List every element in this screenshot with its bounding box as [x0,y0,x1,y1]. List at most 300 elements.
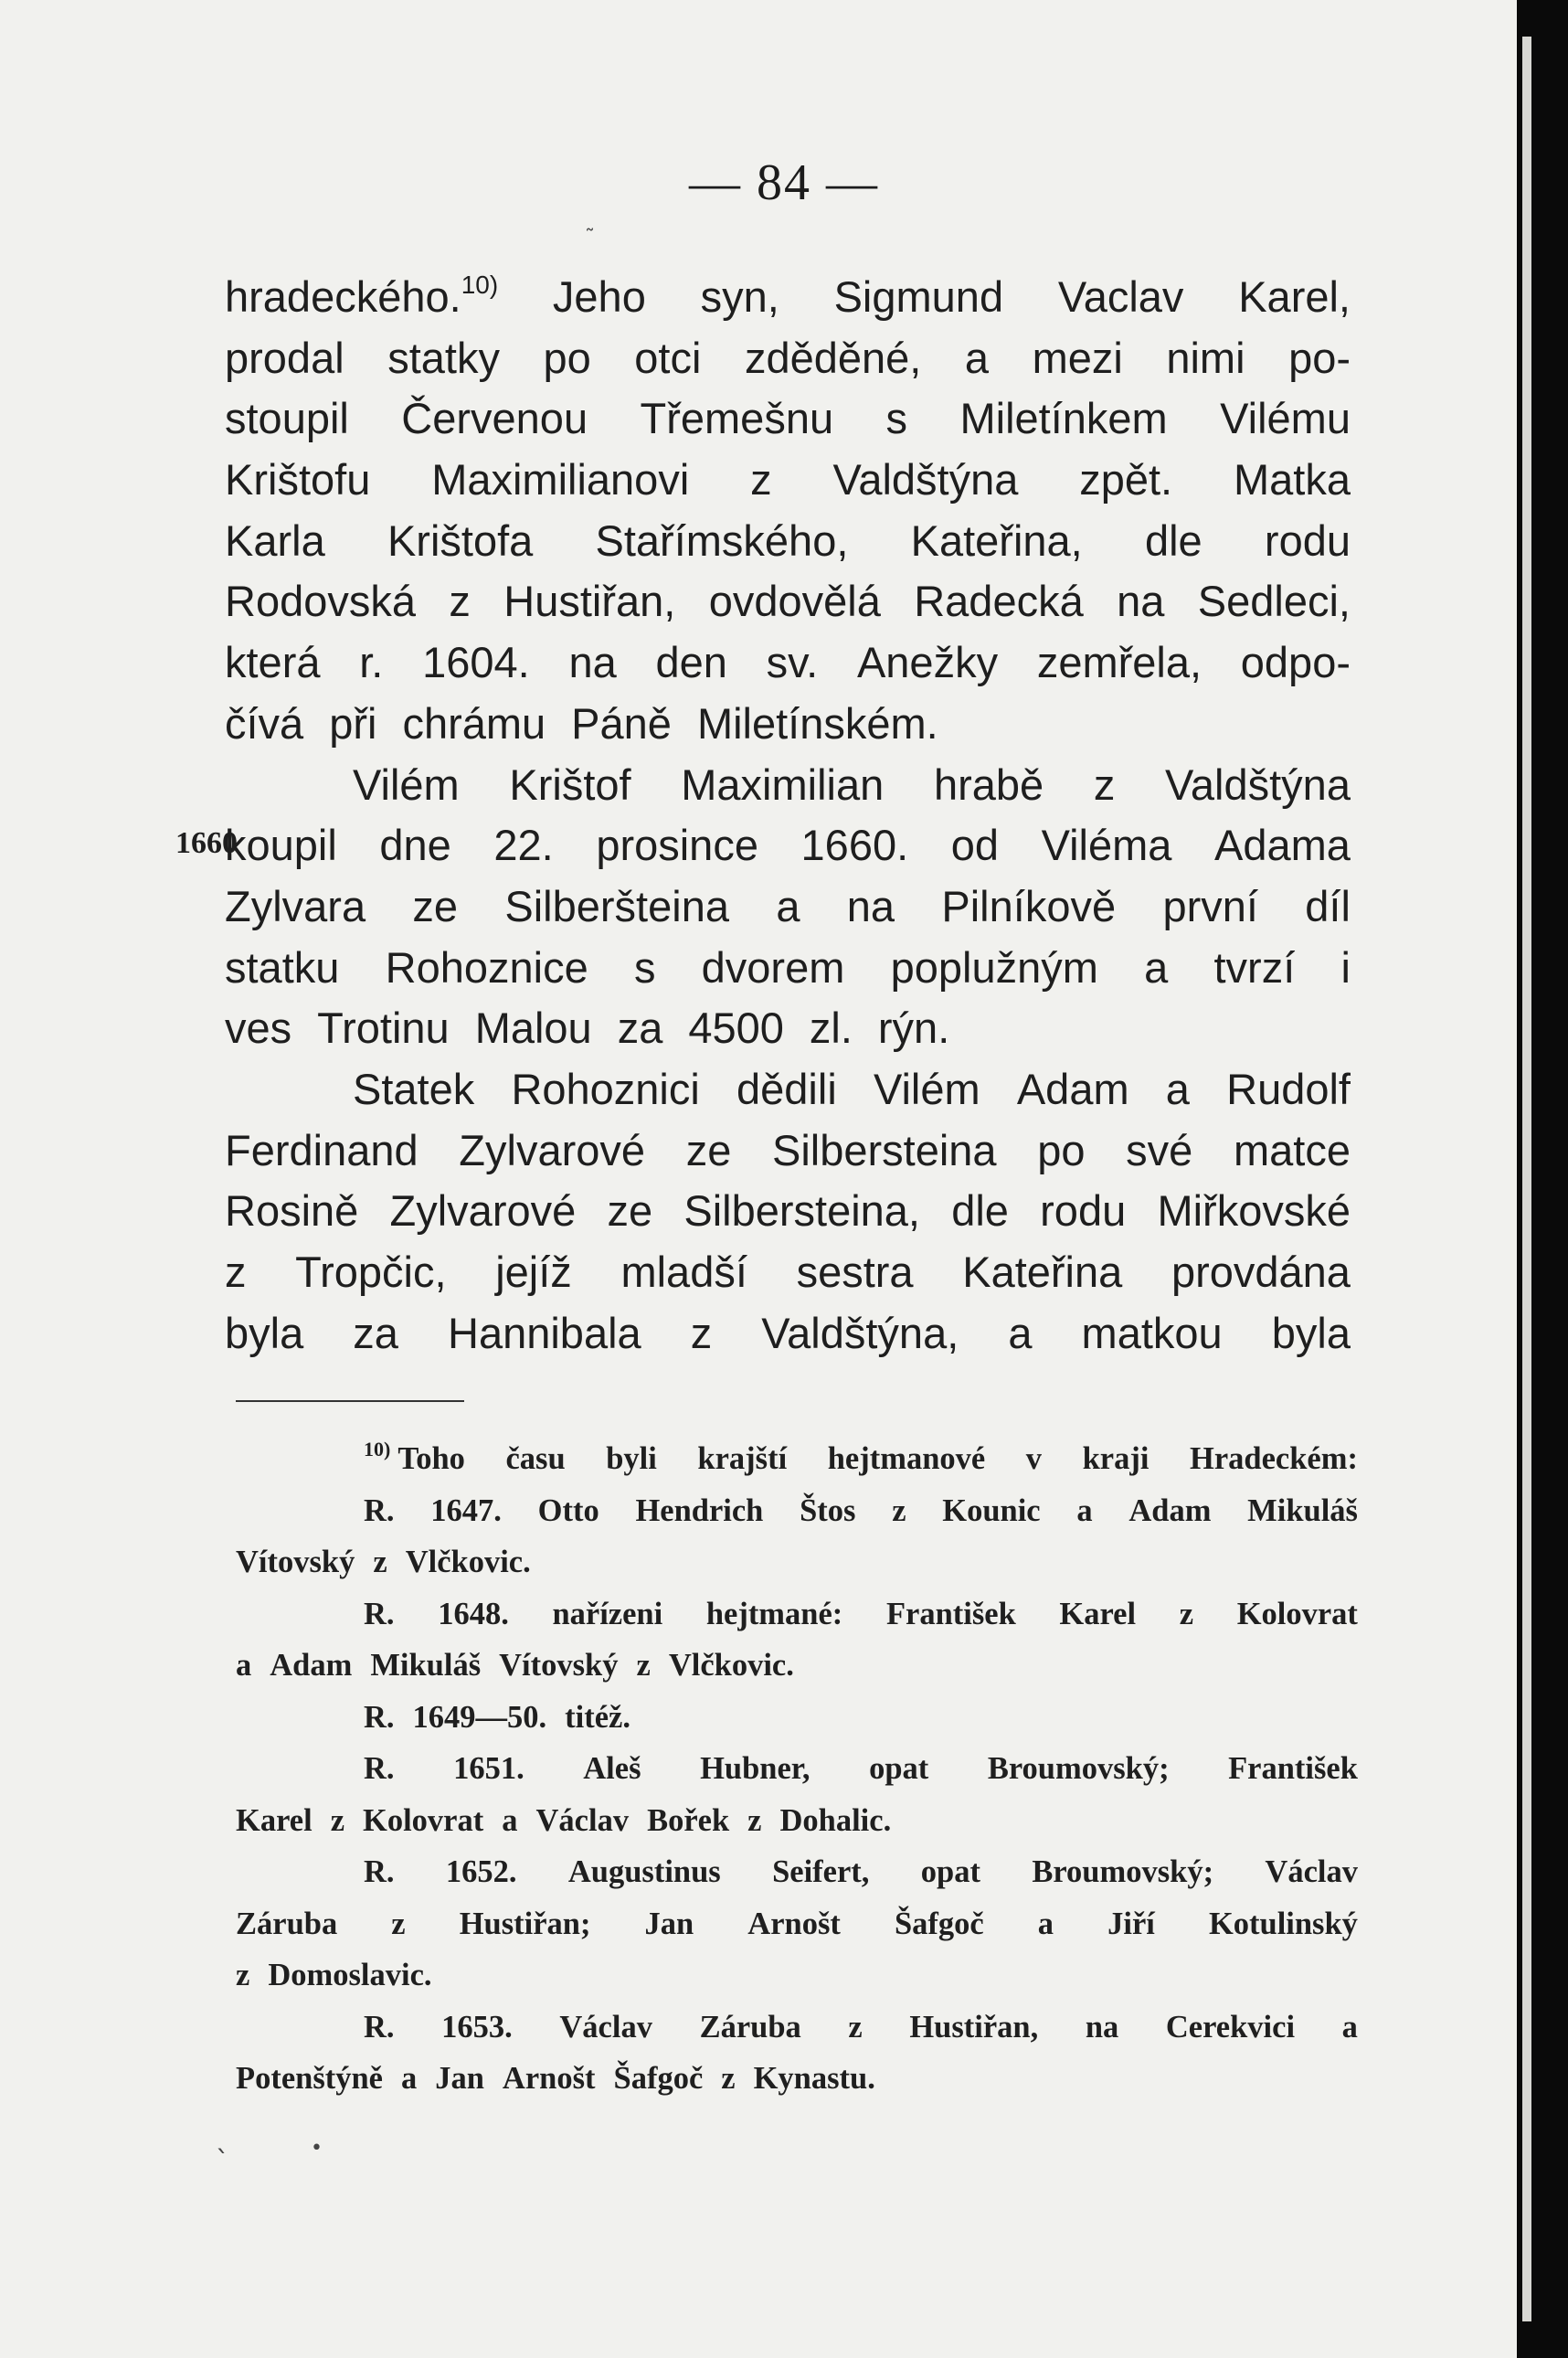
word [402,694,558,755]
word [1094,755,1116,816]
word-text: Domoslavic. [268,1958,432,1992]
text-line [225,1181,1351,1242]
word-text: Adama [1214,821,1351,870]
word-text: a [1165,1064,1190,1113]
word [370,1640,490,1692]
word [364,1846,395,1898]
word [1171,1242,1351,1303]
text-line [225,571,1351,632]
word-text: krajští [697,1441,788,1476]
word-text: z [690,1308,713,1357]
word-text: své [1126,1125,1193,1174]
text-line [236,1640,1358,1692]
word-text: na [568,638,617,687]
word [1144,938,1168,999]
word [236,1949,259,2002]
word-text: hrabě [933,759,1044,809]
word [683,1181,920,1242]
word [552,1588,662,1641]
word-text: nimi [1166,333,1245,382]
word [449,571,471,632]
word [634,328,701,389]
word [620,1242,747,1303]
word [776,876,800,938]
word-text: 22. [493,821,554,870]
text-line [236,2053,1358,2105]
word-text: statku [225,942,340,992]
word [965,328,989,389]
word-text: s [633,942,656,992]
word [225,267,498,328]
word-text: otci [634,333,702,382]
word [225,815,337,876]
word [1180,1588,1193,1641]
text-line [225,815,1351,876]
word [1008,1303,1032,1365]
word-text: mladší [620,1248,747,1296]
word-text: Rodovská [225,577,416,626]
word [505,1433,565,1485]
word-text: z [1179,1596,1194,1631]
word [329,694,389,755]
word-text: z [449,577,471,626]
word-text: Kateřina, [910,515,1083,565]
word [509,755,630,816]
word-text: Aleš [583,1751,641,1786]
word-text: zl. [809,1004,853,1053]
word [1033,328,1123,389]
word-text: z [848,2009,863,2045]
word-text: 1651. [453,1751,524,1786]
word-text: Valdštýna [1165,759,1351,809]
word [934,755,1044,816]
word [499,1640,627,1692]
word [236,1536,364,1588]
word [691,1303,713,1365]
word-text: r. [359,638,384,687]
word-text: hejtmanové [827,1441,986,1476]
word [565,1692,640,1744]
word [1340,938,1350,999]
word-text: Hubner, [700,1751,810,1786]
word [1209,1898,1358,1950]
text-line [225,938,1351,999]
word [909,2002,1038,2054]
word [270,1640,361,1692]
word-text: Dohalic. [779,1802,892,1838]
word-text: Karla [225,515,325,565]
word-text: ves [225,1004,292,1053]
word-text: Malou [474,1004,592,1053]
word-text: Vilém [873,1064,980,1113]
word-text: R. [364,2009,395,2045]
word [536,1795,639,1847]
word-text: Karel [236,1802,313,1838]
word-text: zemřela, [1036,638,1202,687]
word [364,1588,395,1641]
word-text: Broumovský; [1032,1854,1214,1889]
word-text: Jan [644,1906,694,1941]
word-text: 1660. [800,821,909,870]
word [959,388,1167,450]
word-text: Šafgoč [894,1906,984,1941]
word [810,998,865,1059]
word [422,632,530,694]
word [1213,938,1295,999]
word [878,998,962,1059]
word [543,328,590,389]
word [317,998,462,1059]
word-text: času [505,1441,566,1476]
text-line [225,328,1351,389]
word-text: R. [364,1699,395,1735]
word-text: hradeckého. [225,272,461,321]
word [1058,267,1184,328]
word [401,2053,426,2105]
word-text: statky [387,333,500,382]
word [697,694,951,755]
word [225,328,344,389]
word-text: Vlčkovic. [405,1545,531,1579]
word-text: titéž. [565,1699,630,1735]
text-line [236,1692,1358,1744]
word-text: rodu [1040,1186,1127,1236]
word-text: dle [951,1186,1009,1236]
word [637,1640,660,1692]
word-text: 1653. [441,2009,513,2045]
word [1166,328,1245,389]
word [1166,1059,1190,1121]
word [800,1485,855,1537]
word-text: 1649—50. [412,1699,547,1735]
word-text: 1604. [422,638,530,687]
word [706,1588,842,1641]
word [647,1795,738,1847]
word-text: 1647. [430,1492,502,1528]
word-text: na [1085,2009,1119,2045]
word-text: Sigmund [833,272,1004,321]
word [460,1898,591,1950]
word-text: Potenštýně [236,2061,383,2096]
word-text: Adam [1128,1492,1212,1528]
word-text: Hendrich [635,1492,764,1528]
footnote-marker: 10) [364,1438,391,1460]
word [225,1303,303,1365]
word-text: za [617,1004,663,1053]
word [828,1433,985,1485]
word [568,632,616,694]
word-text: Vítovský [499,1648,619,1683]
text-line [225,694,1351,755]
word [1107,1898,1155,1950]
word [1126,1121,1192,1182]
print-speck: ˎ [216,2122,229,2154]
footnotes-body [236,1433,1358,2105]
word-text: 1648. [438,1596,509,1631]
word [754,2053,885,2105]
page-number: — 84 — [689,154,879,211]
margin-year-note: 1660 [175,826,238,860]
word-text: nařízeni [552,1596,663,1631]
word-text: Arnošt [502,2061,596,2096]
word [1190,1433,1358,1485]
text-line [225,876,1351,938]
footnote-reference: 10) [461,271,499,299]
word [747,1898,841,1950]
word-text: odpo- [1240,638,1351,687]
word [353,1059,474,1121]
text-line [236,1795,1358,1847]
word [801,815,909,876]
word-text: Sedleci, [1197,577,1351,626]
word [1026,1433,1042,1485]
word [364,2002,395,2054]
word-text: Miletínském. [696,698,938,748]
word-text: 4500 [688,1004,784,1053]
word-text: kraji [1082,1441,1150,1476]
word [1145,511,1202,572]
word-text: z [636,1648,651,1683]
word-text: byli [606,1441,657,1476]
word-text: Vaclav [1057,272,1184,321]
word-text: a [964,333,990,382]
word-text: a [1144,942,1169,992]
word-text: z [721,2061,736,2096]
text-line [225,388,1351,450]
word [834,267,1004,328]
word [1247,1485,1358,1537]
word-text: za [353,1308,398,1357]
word [886,388,908,450]
text-line [236,1536,1358,1588]
word [869,1743,928,1795]
text-line [236,1743,1358,1795]
word [669,1640,803,1692]
word-text: rýn. [877,1004,950,1053]
word-text: Stařímského, [595,515,849,565]
word [390,1181,577,1242]
word [225,876,366,938]
word [225,1242,247,1303]
word [614,2053,713,2105]
word [962,1242,1122,1303]
word-text: R. [364,1751,395,1786]
word-text: Radecká [914,577,1084,626]
word [364,1485,395,1537]
word-text: Šafgoč [613,2061,704,2096]
word-text: byla [225,1308,304,1357]
word [268,1949,440,2002]
word [655,632,726,694]
word-text: opat [920,1854,980,1889]
word-text: od [950,821,1000,870]
word-text: prosince [596,821,758,870]
word-text: Toho [397,1441,465,1476]
word [697,1433,787,1485]
word-text: Cerekvici [1165,2009,1296,2045]
word-text: dědili [736,1064,837,1113]
word [353,755,460,816]
text-line [225,1303,1351,1365]
print-speck: ˜ [585,227,595,250]
word [607,1181,652,1242]
word-text: Krištofa [387,515,534,565]
word [635,1485,763,1537]
word-text: provdána [1171,1248,1351,1296]
word [475,998,605,1059]
word [941,876,1116,938]
word-text: dvorem [701,942,845,992]
word-text: prodal [225,333,344,382]
word-text: 1652. [445,1854,517,1889]
word [702,938,845,999]
word [1157,1181,1351,1242]
word [225,694,316,755]
word [1228,1743,1358,1795]
word-text: Zylvarové [389,1186,577,1236]
word-text: tvrzí [1213,942,1296,992]
word-text: Statek [353,1064,475,1113]
word [606,1433,657,1485]
word [700,1743,810,1795]
word [1038,1898,1054,1950]
word-text: i [1340,942,1351,992]
word [847,876,895,938]
word [797,1242,914,1303]
word [364,1743,395,1795]
word-text: Miletínkem [959,394,1168,443]
word [1117,571,1164,632]
word [779,1795,900,1847]
text-line [236,1846,1358,1898]
word-text: ze [607,1186,653,1236]
word [700,2002,801,2054]
word [387,328,500,389]
word [1162,876,1258,938]
word-text: opat [869,1751,929,1786]
word [503,571,675,632]
word-text: Třemešnu [640,394,834,443]
word [236,1898,337,1950]
word [538,1485,599,1537]
word-text: z [225,1248,247,1296]
word-text: dle [1144,515,1202,565]
word [236,1640,260,1692]
word [413,1692,556,1744]
word [848,2002,862,2054]
word [225,1121,418,1182]
word-text: a [502,1802,518,1838]
word-text: ovdovělá [708,577,881,626]
word-text: Vilém [353,759,460,809]
word [1226,1059,1351,1121]
word-text: zděděné, [744,333,922,382]
word [493,815,553,876]
word-text: R. [364,1492,395,1528]
word-text: s [885,394,908,443]
word [596,815,758,876]
word [225,450,370,511]
word [453,1743,524,1795]
word [1214,815,1351,876]
word [857,632,998,694]
word [225,571,416,632]
word [1305,876,1351,938]
word [747,1795,770,1847]
word-text: Broumovský; [987,1751,1170,1786]
word-text: Rohoznici [511,1064,700,1113]
word-text: R. [364,1854,395,1889]
word-text: zpět. [1079,455,1173,505]
word-text: po [1037,1125,1086,1174]
word-text: Miřkovské [1157,1186,1351,1236]
word [761,1303,959,1365]
word-text: z [747,1802,762,1838]
word-text: Krištofu [225,455,371,505]
word-text: Hustiřan, [503,577,676,626]
word [503,2053,605,2105]
text-line [225,1059,1351,1121]
word [634,938,656,999]
word-text: Rudolf [1226,1064,1351,1113]
text-line [236,2002,1358,2054]
word-text: Vlčkovic. [668,1648,794,1683]
word-text: Záruba [699,2009,801,2045]
word-text: z [892,1492,906,1528]
word [1234,450,1351,511]
word [359,632,383,694]
word [435,2053,493,2105]
word [1083,1433,1150,1485]
word-text: Maximilianovi [431,455,690,505]
word-text: a [776,881,800,930]
word [750,450,772,511]
word-text: ze [412,881,459,930]
word-text: a [1008,1308,1033,1357]
page-edge-line [1522,37,1531,2321]
footnote-separator [236,1400,464,1402]
word [401,388,588,450]
word-text: Seifert, [772,1854,870,1889]
word [225,998,304,1059]
word [364,1692,404,1744]
word [832,450,1018,511]
word [709,571,881,632]
word-text: a [236,1648,252,1683]
word-text: stoupil [225,394,349,443]
word-text: rodu [1264,515,1351,565]
word [1076,1485,1092,1537]
word-text: po- [1288,333,1351,382]
word-text: Červenou [401,394,588,443]
word-text: na [846,881,895,930]
word [1237,1588,1358,1641]
word [225,938,339,999]
word [891,938,1098,999]
word-text: František [885,1596,1016,1631]
word-text: Anežky [856,638,999,687]
word [688,998,797,1059]
word [1342,2002,1358,2054]
word-text: Vítovský [236,1545,355,1579]
word [364,1433,465,1485]
word-text: Mikuláš [370,1648,482,1683]
text-line [225,755,1351,816]
word [1238,267,1351,328]
word [236,1795,322,1847]
word [571,694,684,755]
word [951,1181,1009,1242]
